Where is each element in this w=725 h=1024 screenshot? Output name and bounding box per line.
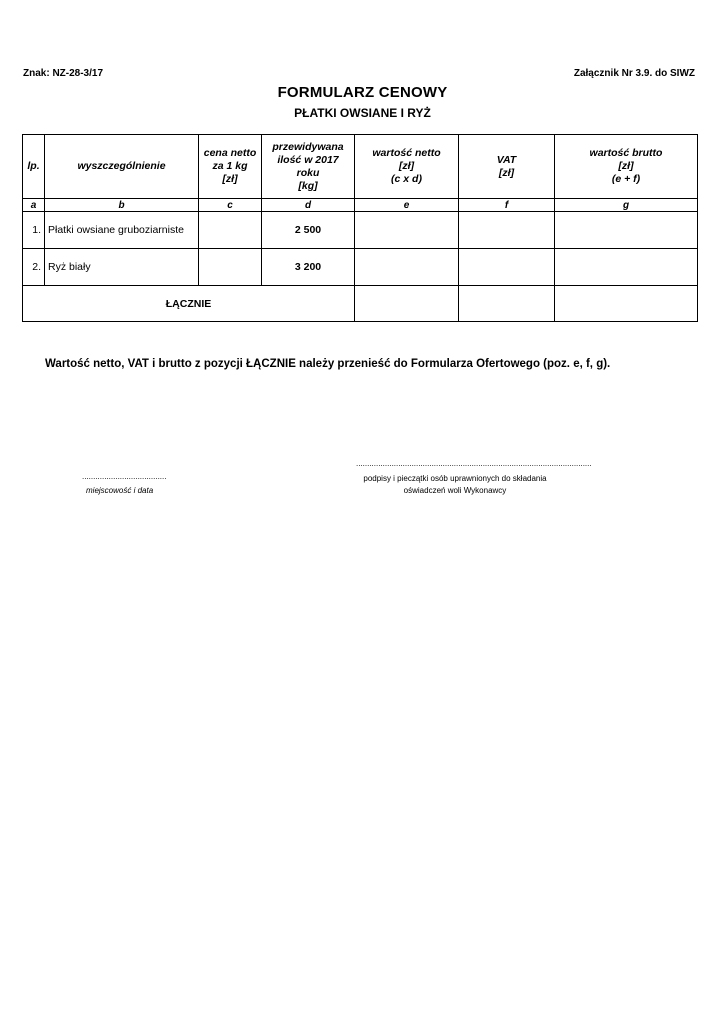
header-net-value: wartość netto [zł] (c x d) <box>355 135 459 199</box>
row-net-value-cell[interactable] <box>355 212 459 249</box>
row-vat-cell[interactable] <box>459 212 555 249</box>
total-row <box>23 286 698 322</box>
header-vat: VAT [zł] <box>459 135 555 199</box>
header-lp: lp. <box>23 135 45 199</box>
letter-a: a <box>23 199 45 212</box>
header-unit-price: cena netto za 1 kg [zł] <box>199 135 262 199</box>
document-reference: Znak: NZ-28-3/17 <box>23 68 104 79</box>
row-description: Płatki owsiane gruboziarniste <box>45 212 199 249</box>
table-header-row <box>23 135 698 199</box>
attachment-label: Załącznik Nr 3.9. do SIWZ <box>573 68 695 79</box>
place-date-caption: miejscowość i data <box>86 486 154 495</box>
letter-b: b <box>45 199 199 212</box>
header-description: wyszczególnienie <box>45 135 199 199</box>
row-quantity: 3 200 <box>262 249 355 286</box>
price-table <box>22 134 698 322</box>
row-description: Ryż biały <box>45 249 199 286</box>
authorized-signature-line: .......................................................................................................... <box>356 459 592 468</box>
letter-e: e <box>355 199 459 212</box>
form-title: FORMULARZ CENOWY <box>277 84 448 101</box>
letter-c: c <box>199 199 262 212</box>
total-vat-cell[interactable] <box>459 286 555 322</box>
header-quantity: przewidywana ilość w 2017 roku [kg] <box>262 135 355 199</box>
letter-g: g <box>555 199 698 212</box>
table-row <box>23 249 698 286</box>
row-net-value-cell[interactable] <box>355 249 459 286</box>
row-gross-value-cell[interactable] <box>555 212 698 249</box>
letter-d: d <box>262 199 355 212</box>
total-net-value-cell[interactable] <box>355 286 459 322</box>
instruction-note: Wartość netto, VAT i brutto z pozycji ŁĄCZNIE należy przenieść do Formularza Ofertowego (poz. e, f, g). <box>45 358 611 370</box>
authorized-signature-caption-2: oświadczeń woli Wykonawcy <box>403 486 507 495</box>
table-row <box>23 212 698 249</box>
row-unit-price-cell[interactable] <box>199 249 262 286</box>
column-letters-row <box>23 199 698 212</box>
row-unit-price-cell[interactable] <box>199 212 262 249</box>
row-lp: 2. <box>23 249 45 286</box>
row-vat-cell[interactable] <box>459 249 555 286</box>
form-subtitle: PŁATKI OWSIANE I RYŻ <box>294 106 431 120</box>
row-quantity: 2 500 <box>262 212 355 249</box>
place-date-signature-line: ...................................... <box>82 472 167 481</box>
letter-f: f <box>459 199 555 212</box>
total-label: ŁĄCZNIE <box>23 286 355 322</box>
row-lp: 1. <box>23 212 45 249</box>
authorized-signature-caption-1: podpisy i pieczątki osób uprawnionych do składania <box>363 474 547 483</box>
row-gross-value-cell[interactable] <box>555 249 698 286</box>
total-gross-value-cell[interactable] <box>555 286 698 322</box>
header-gross-value: wartość brutto [zł] (e + f) <box>555 135 698 199</box>
